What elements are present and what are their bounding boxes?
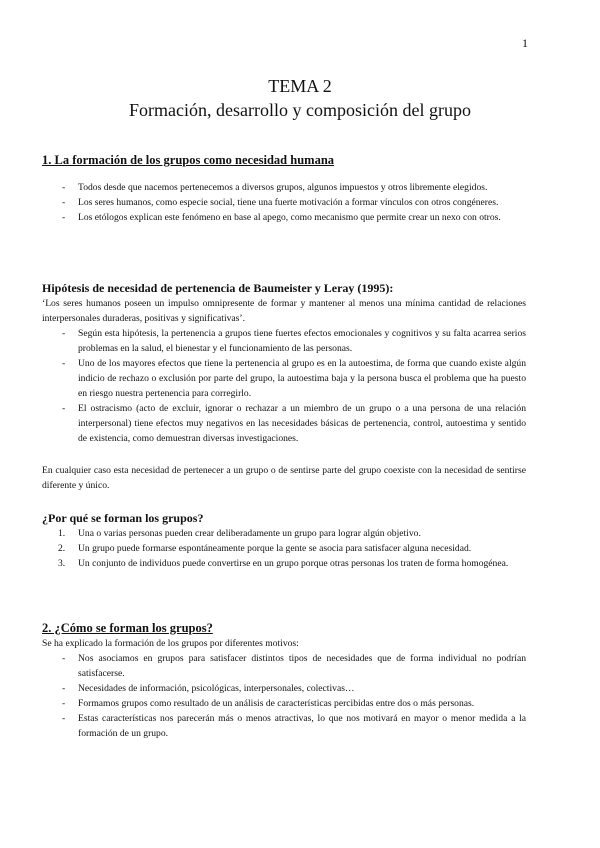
page-title: Formación, desarrollo y composición del grupo <box>129 100 471 120</box>
list-text: Un grupo puede formarse espontáneamente porque la gente se asocia para satisfacer alguna necesidad. <box>78 543 472 554</box>
list-item <box>42 556 526 571</box>
list-item: - Estas características nos parecerán más o menos atractivas, lo que nos motivará en mayor o menor medida a la formación de un grupo. <box>42 711 526 741</box>
section-1 <box>42 152 526 168</box>
hypothesis-section <box>42 280 526 446</box>
list-number: 2. <box>58 543 66 554</box>
list-item: - Todos desde que nacemos pertenecemos a diversos grupos, algunos impuestos y otros libremente elegidos. <box>42 180 526 195</box>
list-item: - Según esta hipótesis, la pertenencia a grupos tiene fuertes efectos emocionales y cognitivos y su falta acarrea serios problemas en la salud, el bienestar y el funcionamiento de las personas. <box>42 326 526 356</box>
list-item: - Necesidades de información, psicológicas, interpersonales, colectivas… <box>42 681 526 696</box>
list-item: - Nos asociamos en grupos para satisfacer distintos tipos de necesidades que de forma individual no podrían satisfacerse. <box>42 651 526 681</box>
list-item: - Los etólogos explican este fenómeno en base al apego, como mecanismo que permite crear un nexo con otros. <box>42 210 526 225</box>
list-item: - El ostracismo (acto de excluir, ignorar o rechazar a un miembro de un grupo o a una persona de una relación interpersonal) tiene efectos muy negativos en las necesidades básicas de pertenencia, control, autoestima y sentido de existencia, como demuestran diversas investigaciones. <box>42 401 526 446</box>
list-item: - Uno de los mayores efectos que tiene la pertenencia al grupo es en la autoestima, de forma que cuando existe algún indicio de rechazo o exclusión por parte del grupo, la autoestima baja y la persona busca el problema que ha puesto en riesgo nuestra pertenencia para corregirlo. <box>42 356 526 401</box>
page-number: 1 <box>522 36 528 50</box>
section-1-heading: 1. La formación de los grupos como necesidad humana <box>42 153 335 167</box>
list-item: - Los seres humanos, como especie social, tiene una fuerte motivación a formar vínculos con otros congéneres. <box>42 195 526 210</box>
list-number: 1. <box>58 528 66 539</box>
section-2 <box>42 620 526 741</box>
section-1-list <box>42 180 526 225</box>
why-heading: ¿Por qué se forman los grupos? <box>42 511 204 525</box>
list-item <box>42 541 526 556</box>
hypothesis-closing-block <box>42 463 526 493</box>
list-item: - Formamos grupos como resultado de un análisis de características percibidas entre dos o más personas. <box>42 696 526 711</box>
list-text: Una o varias personas pueden crear deliberadamente un grupo para lograr algún objetivo. <box>78 528 421 539</box>
section-2-intro: Se ha explicado la formación de los grupos por diferentes motivos: <box>42 638 299 649</box>
why-section <box>42 510 526 571</box>
section-2-heading: 2. ¿Cómo se forman los grupos? <box>42 621 213 635</box>
list-item <box>42 526 526 541</box>
hypothesis-closing: En cualquier caso esta necesidad de pertenecer a un grupo o de sentirse parte del grupo coexiste con la necesidad de sentirse diferente y único. <box>42 465 526 491</box>
list-text: Un conjunto de individuos puede convertirse en un grupo porque otras personas los traten de forma homogénea. <box>78 558 509 569</box>
list-number: 3. <box>58 558 66 569</box>
hypothesis-heading: Hipótesis de necesidad de pertenencia de Baumeister y Leray (1995): <box>42 281 394 295</box>
topic-label: TEMA 2 <box>268 76 332 96</box>
hypothesis-quote: ‘Los seres humanos poseen un impulso omnipresente de formar y mantener al menos una mínima cantidad de relaciones interpersonales duraderas, positivas y significativas’. <box>42 298 526 324</box>
